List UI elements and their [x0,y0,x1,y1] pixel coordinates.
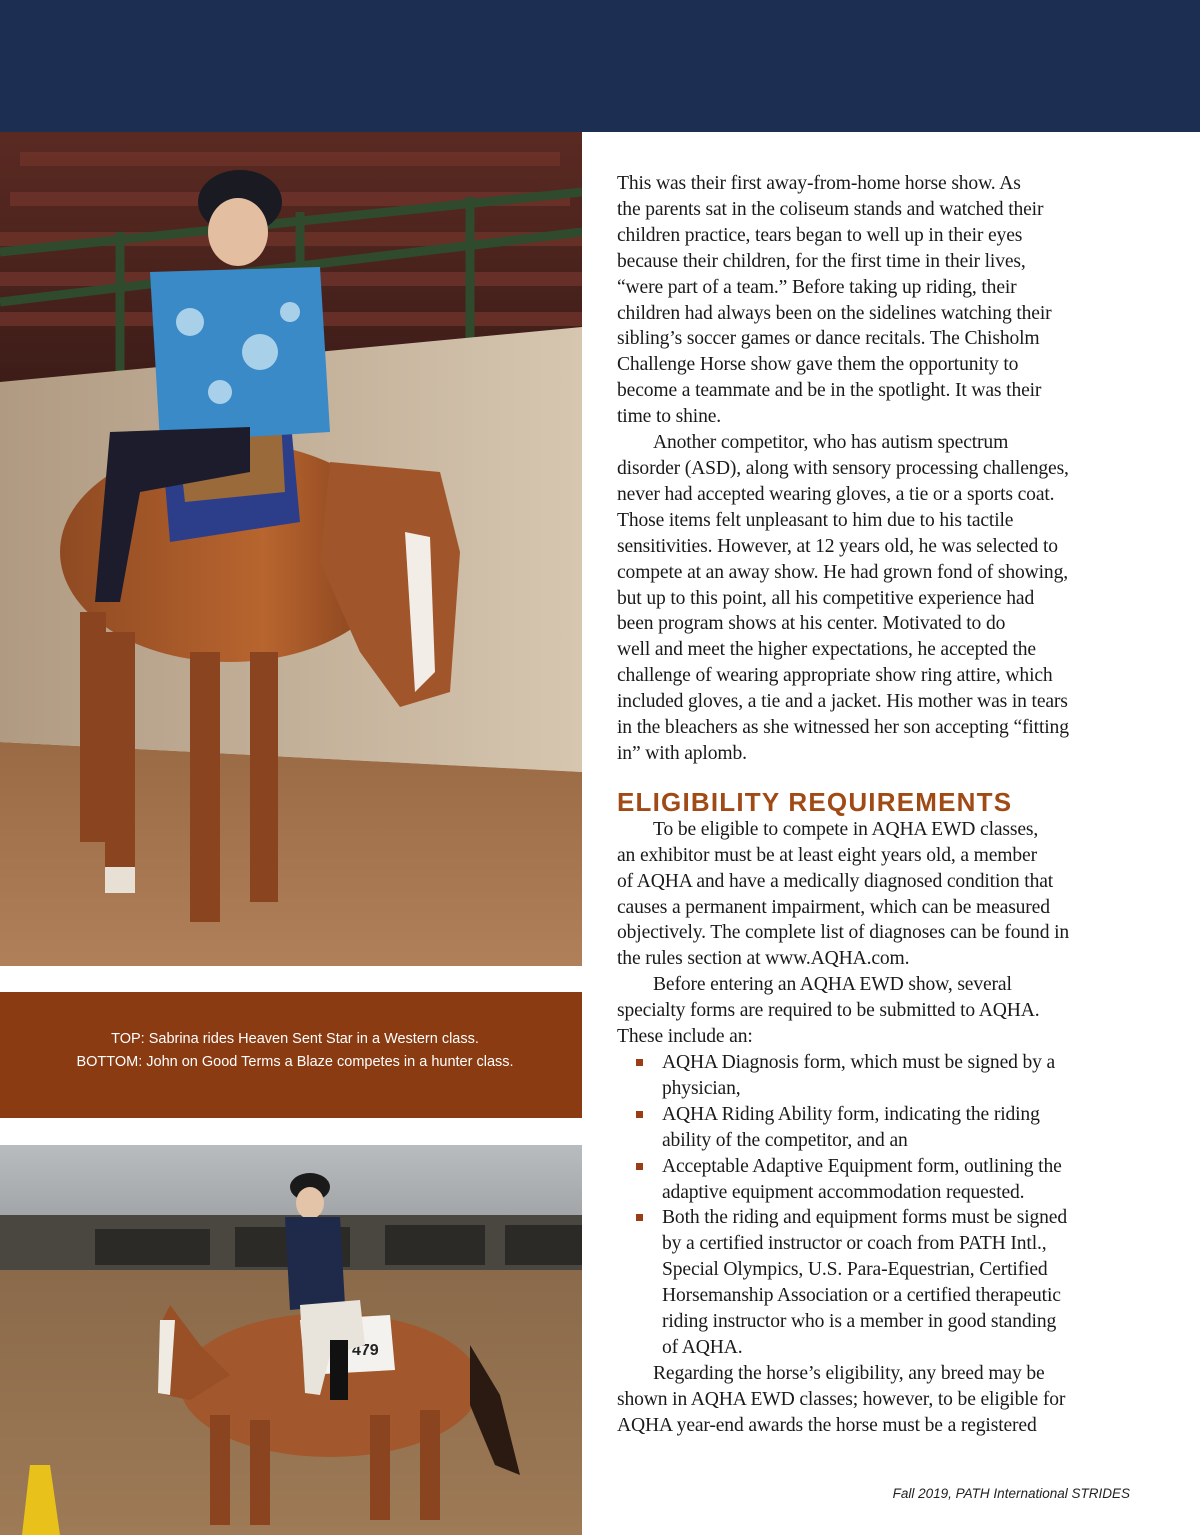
text-line: AQHA Riding Ability form, indicating the riding [662,1103,1040,1125]
text-line: These include an: [617,1026,753,1048]
top-banner [0,0,1200,132]
text-line: never had accepted wearing gloves, a tie or a sports coat. [617,483,1055,505]
text-line: Acceptable Adaptive Equipment form, outlining the [662,1155,1062,1177]
text-line: physician, [662,1077,741,1099]
paragraph-specialty-forms [617,972,1137,1050]
square-bullet-icon [636,1059,643,1066]
text-line: Challenge Horse show gave them the opportunity to [617,354,1019,376]
text-line: riding instructor who is a member in good standing [662,1311,1057,1333]
text-line: compete at an away show. He had grown fond of showing, [617,561,1068,583]
photo-hunter-rider [0,1145,582,1535]
photo-hunter-rider-illustration [0,1145,582,1535]
text-line: objectively. The complete list of diagnoses can be found in [617,922,1070,944]
text-line: of AQHA and have a medically diagnosed condition that [617,870,1054,892]
text-line: disorder (ASD), along with sensory processing challenges, [617,457,1069,479]
text-line: adaptive equipment accommodation requested. [662,1181,1025,1203]
text-line: “were part of a team.” Before taking up riding, their [617,276,1017,298]
list-item [617,1102,1137,1154]
caption-bottom: BOTTOM: John on Good Terms a Blaze competes in a hunter class. [76,1054,514,1070]
text-line: This was their first away-from-home horse show. As [617,173,1021,194]
text-line: the rules section at www.AQHA.com. [617,948,910,970]
text-line: shown in AQHA EWD classes; however, to be eligible for [617,1388,1066,1410]
text-line: sensitivities. However, at 12 years old, he was selected to [617,535,1058,557]
text-line: AQHA Diagnosis form, which must be signed by a [662,1052,1056,1073]
photo-caption [0,992,582,1118]
list-item [617,1050,1137,1102]
text-line: in the bleachers as she witnessed her son accepting “fitting [617,717,1069,739]
article-body [617,171,1137,1439]
text-line: included gloves, a tie and a jacket. His mother was in tears [617,691,1068,713]
page-footer: Fall 2019, PATH International STRIDES [892,1486,1130,1501]
text-line: of AQHA. [662,1336,743,1358]
text-line: time to shine. [617,406,722,428]
text-line: children practice, tears began to well up in their eyes [617,224,1023,246]
text-line: specialty forms are required to be submitted to AQHA. [617,1000,1040,1022]
caption-top: TOP: Sabrina rides Heaven Sent Star in a Western class. [111,1031,479,1047]
text-line: causes a permanent impairment, which can be measured [617,896,1050,918]
text-line: Horsemanship Association or a certified therapeutic [662,1285,1061,1307]
text-line: Special Olympics, U.S. Para-Equestrian, Certified [662,1259,1048,1281]
text-line: in” with aplomb. [617,742,747,764]
text-line: children had always been on the sidelines watching their [617,302,1052,324]
paragraph-first-show [617,171,1137,430]
text-line: become a teammate and be in the spotlight. It was their [617,380,1042,402]
text-line: Another competitor, who has autism spectrum [653,432,1009,454]
text-line: because their children, for the first time in their lives, [617,250,1026,272]
text-line: Those items felt unpleasant to him due to his tactile [617,509,1014,531]
paragraph-eligibility [617,817,1137,972]
list-item [617,1205,1137,1360]
list-item [617,1154,1137,1206]
text-line: been program shows at his center. Motivated to do [617,613,1006,635]
text-line: Both the riding and equipment forms must be signed [662,1207,1068,1229]
text-line: the parents sat in the coliseum stands and watched their [617,198,1044,220]
bib-number: 479 [352,1342,379,1359]
text-line: ability of the competitor, and an [662,1129,908,1151]
square-bullet-icon [636,1214,643,1221]
section-heading-eligibility: ELIGIBILITY REQUIREMENTS [617,786,1013,817]
square-bullet-icon [636,1111,643,1118]
text-line: sibling’s soccer games or dance recitals. The Chisholm [617,328,1040,350]
paragraph-another-competitor [617,430,1137,767]
photo-western-rider [0,132,582,966]
paragraph-horse-eligibility [617,1361,1137,1439]
text-line: Regarding the horse’s eligibility, any breed may be [653,1362,1045,1384]
text-line: but up to this point, all his competitive experience had [617,587,1035,609]
text-line: by a certified instructor or coach from PATH Intl., [662,1233,1047,1255]
text-line: To be eligible to compete in AQHA EWD classes, [653,818,1039,840]
forms-list [617,1050,1137,1361]
square-bullet-icon [636,1163,643,1170]
text-line: an exhibitor must be at least eight years old, a member [617,844,1037,866]
text-line: AQHA year-end awards the horse must be a registered [617,1414,1037,1436]
text-line: challenge of wearing appropriate show ring attire, which [617,665,1053,687]
text-line: well and meet the higher expectations, he accepted the [617,639,1036,661]
text-line: Before entering an AQHA EWD show, several [653,974,1012,996]
photo-western-rider-illustration [0,132,582,966]
